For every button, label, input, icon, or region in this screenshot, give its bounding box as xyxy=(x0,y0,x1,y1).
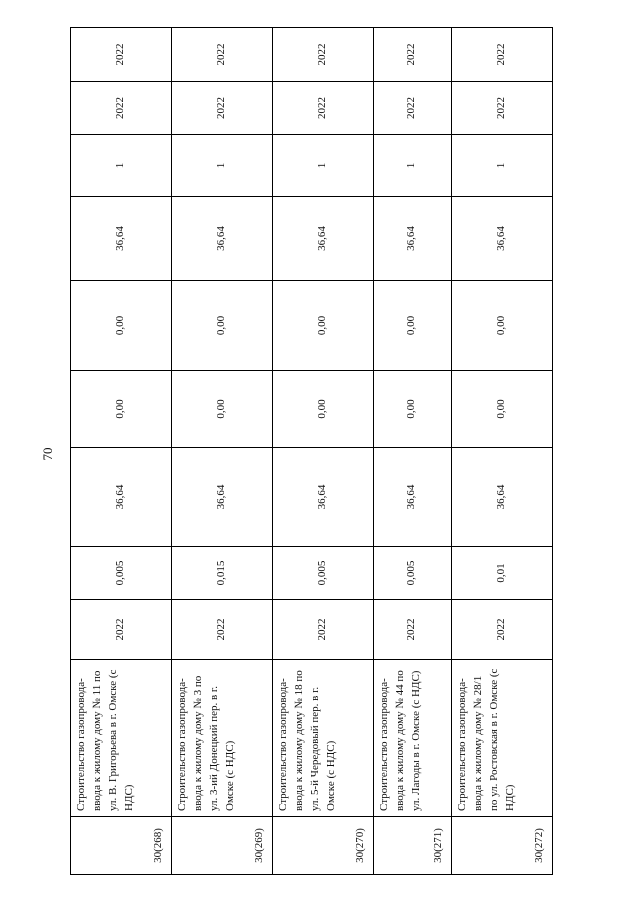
row-year-a: 2022 xyxy=(272,82,373,135)
row-value-4: 36,64 xyxy=(452,197,553,281)
row-value-1: 36,64 xyxy=(272,448,373,547)
row-value-1: 36,64 xyxy=(373,448,451,547)
table-row xyxy=(373,28,451,875)
row-length: 0,005 xyxy=(373,547,451,600)
row-value-3: 0,00 xyxy=(171,281,272,371)
table-row xyxy=(71,28,172,875)
row-year-start: 2022 xyxy=(373,600,451,660)
gas-pipeline-table xyxy=(70,27,553,875)
row-year-a: 2022 xyxy=(71,82,172,135)
row-name: Строительство газопровода-ввода к жилому дому № 11 по ул. В. Григорьева в г. Омске (с НДС) xyxy=(71,660,172,817)
row-year-start: 2022 xyxy=(272,600,373,660)
row-count: 1 xyxy=(71,135,172,197)
row-code: 30(269) xyxy=(171,817,272,875)
row-count: 1 xyxy=(373,135,451,197)
row-value-3: 0,00 xyxy=(452,281,553,371)
row-value-3: 0,00 xyxy=(373,281,451,371)
row-value-3: 0,00 xyxy=(272,281,373,371)
row-year-b: 2022 xyxy=(452,28,553,82)
row-year-a: 2022 xyxy=(373,82,451,135)
row-length: 0,015 xyxy=(171,547,272,600)
row-code: 30(271) xyxy=(373,817,451,875)
table-row xyxy=(452,28,553,875)
row-value-2: 0,00 xyxy=(272,371,373,448)
row-name: Строительство газопровода-ввода к жилому дому № 3 по ул. 3-ий Донецкий пер. в г. Омске (с НДС) xyxy=(171,660,272,817)
row-year-b: 2022 xyxy=(373,28,451,82)
rotated-table-wrapper xyxy=(70,28,553,875)
row-value-4: 36,64 xyxy=(71,197,172,281)
row-name: Строительство газопровода-ввода к жилому дому № 18 по ул. 5-й Чередовый пер. в г. Омске (с НДС) xyxy=(272,660,373,817)
row-value-1: 36,64 xyxy=(171,448,272,547)
row-value-2: 0,00 xyxy=(171,371,272,448)
table-row xyxy=(171,28,272,875)
page-number: 70 xyxy=(40,447,55,461)
row-code: 30(270) xyxy=(272,817,373,875)
row-name: Строительство газопровода-ввода к жилому дому № 44 по ул. Лагоды в г. Омске (с НДС) xyxy=(373,660,451,817)
row-value-4: 36,64 xyxy=(171,197,272,281)
row-year-a: 2022 xyxy=(171,82,272,135)
row-count: 1 xyxy=(452,135,553,197)
row-value-4: 36,64 xyxy=(373,197,451,281)
row-length: 0,005 xyxy=(272,547,373,600)
table-row xyxy=(272,28,373,875)
row-code: 30(268) xyxy=(71,817,172,875)
row-value-2: 0,00 xyxy=(71,371,172,448)
row-year-start: 2022 xyxy=(171,600,272,660)
row-code: 30(272) xyxy=(452,817,553,875)
row-year-b: 2022 xyxy=(171,28,272,82)
row-value-1: 36,64 xyxy=(71,448,172,547)
row-year-b: 2022 xyxy=(71,28,172,82)
row-length: 0,01 xyxy=(452,547,553,600)
row-value-2: 0,00 xyxy=(452,371,553,448)
row-value-1: 36,64 xyxy=(452,448,553,547)
row-year-b: 2022 xyxy=(272,28,373,82)
row-name: Строительство газопровода-ввода к жилому дому № 28/1 по ул. Ростовская в г. Омске (с НДС) xyxy=(452,660,553,817)
row-value-4: 36,64 xyxy=(272,197,373,281)
row-year-a: 2022 xyxy=(452,82,553,135)
row-count: 1 xyxy=(171,135,272,197)
row-year-start: 2022 xyxy=(71,600,172,660)
row-count: 1 xyxy=(272,135,373,197)
row-value-3: 0,00 xyxy=(71,281,172,371)
row-year-start: 2022 xyxy=(452,600,553,660)
row-value-2: 0,00 xyxy=(373,371,451,448)
row-length: 0,005 xyxy=(71,547,172,600)
